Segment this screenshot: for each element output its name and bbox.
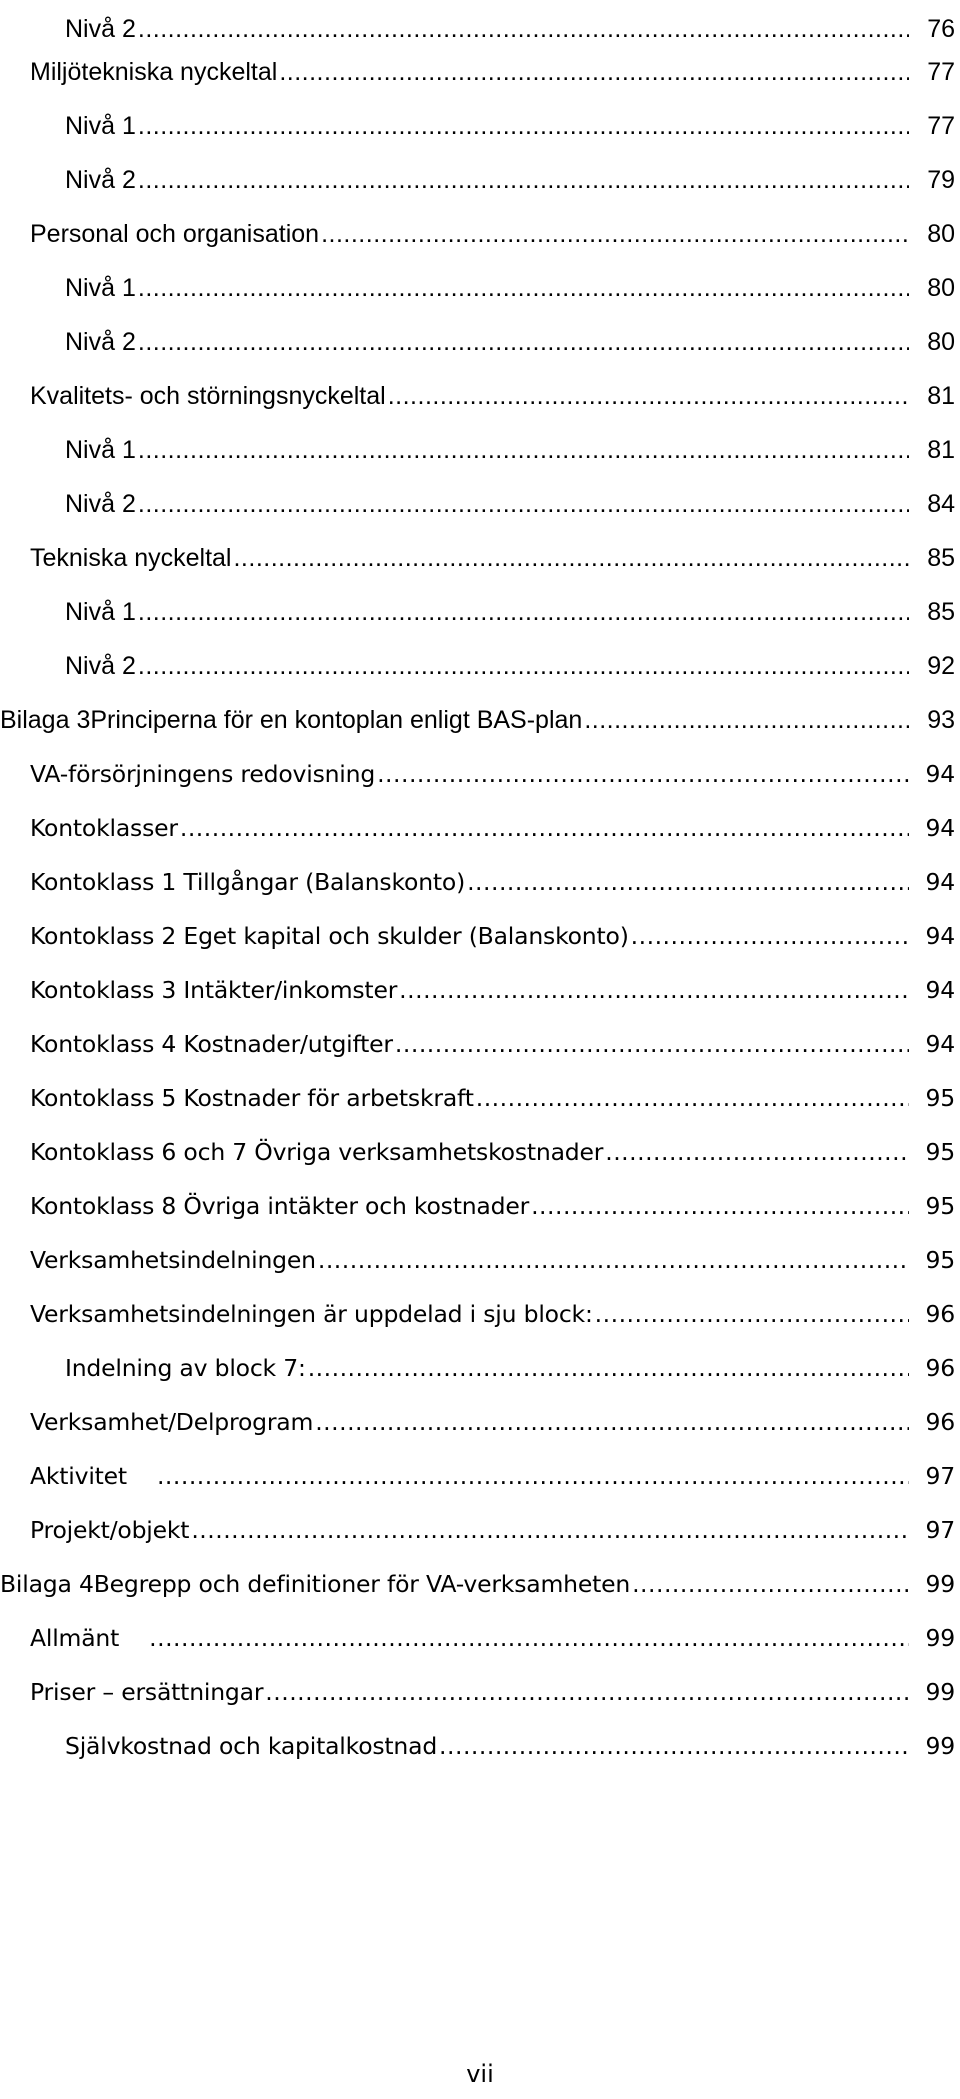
toc-page-number: 84 — [927, 490, 955, 518]
toc-dot-leader — [318, 1245, 909, 1275]
toc-entry[interactable] — [0, 745, 960, 789]
toc-entry[interactable] — [0, 1285, 960, 1329]
toc-page-number: 99 — [925, 1624, 955, 1652]
toc-page-number: 95 — [925, 1084, 955, 1112]
toc-entry-title: Principerna för en kontoplan enligt BAS-plan — [90, 706, 583, 734]
toc-dot-leader — [388, 381, 909, 411]
toc-entry-title: Nivå 1 — [65, 436, 136, 464]
toc-dot-leader — [138, 14, 909, 44]
toc-entry-title: Indelning av block 7: — [65, 1354, 306, 1382]
toc-entry-title: Nivå 2 — [65, 166, 136, 194]
toc-dot-leader — [584, 705, 909, 735]
toc-page-number: 99 — [925, 1570, 955, 1598]
toc-page-number: 94 — [925, 976, 955, 1004]
toc-dot-leader — [138, 489, 909, 519]
toc-entry-title: Begrepp och definitioner för VA-verksamheten — [93, 1570, 631, 1598]
toc-entry-title: Priser – ersättningar — [30, 1678, 264, 1706]
toc-page-number: 92 — [927, 652, 955, 680]
toc-entry-title: Allmänt — [30, 1624, 120, 1652]
toc-entry-title: Kontoklass 3 Intäkter/inkomster — [30, 976, 398, 1004]
page-number: vii — [466, 2060, 494, 2088]
toc-page-number: 95 — [925, 1192, 955, 1220]
toc-dot-leader — [439, 1731, 909, 1761]
toc-page-number: 97 — [925, 1516, 955, 1544]
toc-page-number: 79 — [927, 166, 955, 194]
toc-entry[interactable] — [0, 1069, 960, 1113]
toc-dot-leader — [595, 1299, 909, 1329]
toc-dot-leader — [265, 1677, 909, 1707]
toc-page-number: 94 — [925, 760, 955, 788]
toc-page-number: 96 — [925, 1300, 955, 1328]
toc-page-number: 94 — [925, 868, 955, 896]
toc-entry[interactable] — [0, 0, 960, 44]
toc-page-number: 95 — [925, 1246, 955, 1274]
toc-dot-leader — [395, 1029, 909, 1059]
toc-entry[interactable] — [0, 1123, 960, 1167]
toc-entry[interactable] — [0, 1501, 960, 1545]
toc-dot-leader — [138, 111, 909, 141]
toc-entry-title: VA-försörjningens redovisning — [30, 760, 376, 788]
toc-page-number: 97 — [925, 1462, 955, 1490]
toc-entry-title: Kontoklass 2 Eget kapital och skulder (Balanskonto) — [30, 922, 629, 950]
toc-entry-title: Kontoklass 4 Kostnader/utgifter — [30, 1030, 393, 1058]
toc-dot-leader — [191, 1515, 909, 1545]
toc-entry[interactable] — [0, 637, 960, 681]
toc-page-number: 94 — [925, 1030, 955, 1058]
toc-entry-title: Aktivitet — [30, 1462, 127, 1490]
toc-entry[interactable] — [0, 907, 960, 951]
toc-entry[interactable] — [0, 1015, 960, 1059]
toc-dot-leader — [476, 1083, 909, 1113]
toc-appendix-label: Bilaga 4 — [0, 1570, 94, 1598]
toc-entry-title: Nivå 2 — [65, 15, 136, 43]
toc-entry[interactable] — [0, 1339, 960, 1383]
toc-entry[interactable] — [0, 1177, 960, 1221]
toc-dot-leader — [315, 1407, 909, 1437]
toc-entry-title: Kontoklass 8 Övriga intäkter och kostnader — [30, 1192, 530, 1220]
toc-page-number: 93 — [927, 706, 955, 734]
toc-entry-title: Nivå 1 — [65, 274, 136, 302]
toc-entry[interactable] — [0, 313, 960, 357]
toc-entry[interactable] — [0, 1717, 960, 1761]
toc-page-number: 99 — [925, 1732, 955, 1760]
toc-entry-title: Kontoklass 6 och 7 Övriga verksamhetskostnader — [30, 1138, 604, 1166]
toc-page-number: 80 — [927, 328, 955, 356]
toc-page-number: 77 — [927, 58, 955, 86]
toc-entry-title: Nivå 2 — [65, 490, 136, 518]
toc-entry[interactable] — [0, 367, 960, 411]
toc-page-number: 85 — [927, 544, 955, 572]
toc-dot-leader — [157, 1461, 909, 1491]
toc-dot-leader — [467, 867, 909, 897]
toc-dot-leader — [138, 327, 909, 357]
toc-page-number: 99 — [925, 1678, 955, 1706]
toc-entry[interactable] — [0, 583, 960, 627]
toc-entry[interactable] — [0, 799, 960, 843]
toc-dot-leader — [605, 1137, 909, 1167]
toc-entry-title: Kontoklass 5 Kostnader för arbetskraft — [30, 1084, 474, 1112]
toc-entry[interactable] — [0, 43, 960, 87]
toc-dot-leader — [308, 1353, 909, 1383]
toc-entry-title: Verksamhetsindelningen är uppdelad i sju block: — [30, 1300, 593, 1328]
toc-dot-leader — [138, 435, 909, 465]
toc-entry[interactable] — [0, 205, 960, 249]
toc-entry-title: Verksamhet/Delprogram — [30, 1408, 314, 1436]
toc-page-number: 81 — [927, 382, 955, 410]
toc-entry-title: Projekt/objekt — [30, 1516, 190, 1544]
toc-page-number: 77 — [927, 112, 955, 140]
toc-entry[interactable] — [0, 97, 960, 141]
toc-entry-title: Kontoklasser — [30, 814, 178, 842]
toc-page-number: 94 — [925, 814, 955, 842]
toc-dot-leader — [180, 813, 909, 843]
toc-page-number: 85 — [927, 598, 955, 626]
toc-dot-leader — [399, 975, 909, 1005]
toc-page-number: 81 — [927, 436, 955, 464]
toc-entry-title: Nivå 1 — [65, 598, 136, 626]
toc-entry[interactable] — [0, 421, 960, 465]
toc-entry[interactable] — [0, 151, 960, 195]
toc-entry-title: Tekniska nyckeltal — [30, 544, 232, 572]
toc-entry[interactable] — [0, 1447, 960, 1491]
toc-dot-leader — [631, 921, 909, 951]
toc-page-number: 80 — [927, 220, 955, 248]
toc-page-number: 94 — [925, 922, 955, 950]
toc-entry[interactable] — [0, 961, 960, 1005]
toc-page-number: 76 — [927, 15, 955, 43]
toc-dot-leader — [279, 57, 909, 87]
toc-entry-title: Självkostnad och kapitalkostnad — [65, 1732, 438, 1760]
toc-page-number: 80 — [927, 274, 955, 302]
toc-entry[interactable] — [0, 1609, 960, 1653]
toc-entry-title: Personal och organisation — [30, 220, 320, 248]
toc-entry-title: Nivå 1 — [65, 112, 136, 140]
toc-page-number: 96 — [925, 1354, 955, 1382]
toc-entry-title: Kontoklass 1 Tillgångar (Balanskonto) — [30, 868, 466, 896]
toc-entry[interactable] — [0, 529, 960, 573]
toc-dot-leader — [149, 1623, 909, 1653]
toc-page-number: 96 — [925, 1408, 955, 1436]
toc-dot-leader — [377, 759, 909, 789]
toc-entry[interactable] — [0, 1663, 960, 1707]
toc-entry-title: Kvalitets- och störningsnyckeltal — [30, 382, 386, 410]
toc-entry[interactable] — [0, 475, 960, 519]
toc-dot-leader — [138, 597, 909, 627]
toc-dot-leader — [233, 543, 909, 573]
toc-dot-leader — [138, 165, 909, 195]
toc-entry-title: Nivå 2 — [65, 652, 136, 680]
toc-entry[interactable] — [0, 259, 960, 303]
toc-entry[interactable] — [0, 691, 960, 735]
toc-entry[interactable] — [0, 1231, 960, 1275]
toc-dot-leader — [321, 219, 909, 249]
toc-entry-title: Verksamhetsindelningen — [30, 1246, 316, 1274]
toc-entry[interactable] — [0, 1393, 960, 1437]
toc-dot-leader — [138, 273, 909, 303]
toc-entry-title: Nivå 2 — [65, 328, 136, 356]
toc-entry[interactable] — [0, 853, 960, 897]
toc-dot-leader — [138, 651, 909, 681]
toc-dot-leader — [531, 1191, 909, 1221]
toc-entry[interactable] — [0, 1555, 960, 1599]
toc-page-number: 95 — [925, 1138, 955, 1166]
toc-appendix-label: Bilaga 3 — [0, 706, 91, 734]
toc-entry-title: Miljötekniska nyckeltal — [30, 58, 278, 86]
toc-dot-leader — [632, 1569, 909, 1599]
